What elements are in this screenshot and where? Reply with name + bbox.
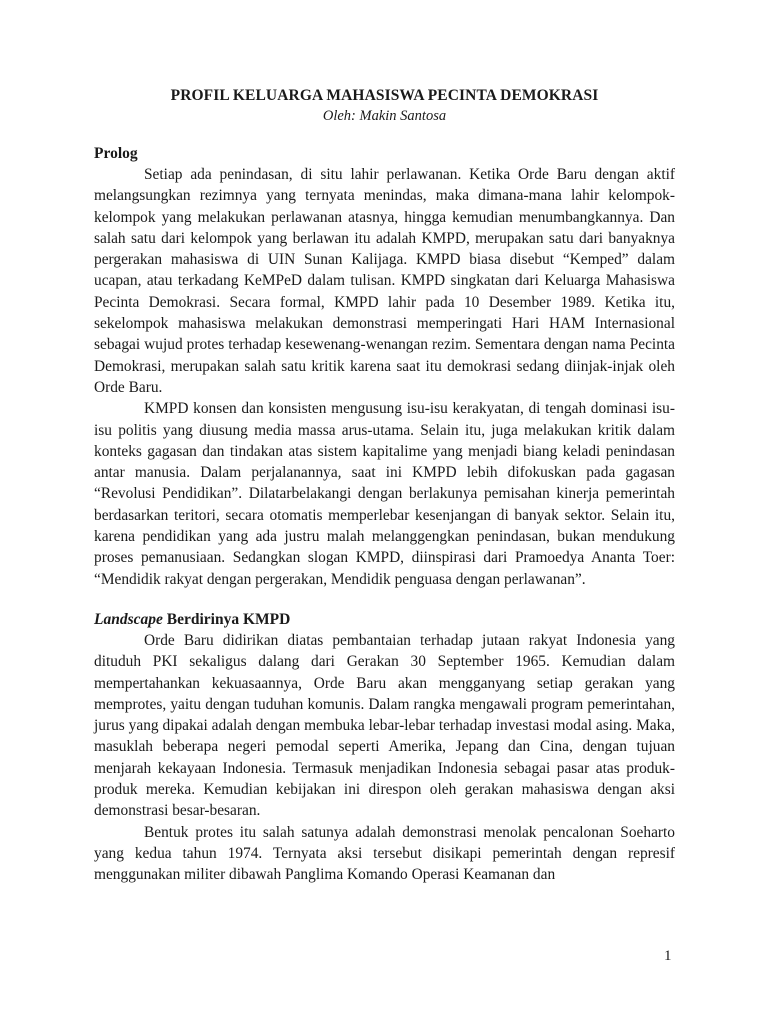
page-number: 1: [664, 948, 672, 964]
section-landscape: [94, 610, 675, 886]
paragraph: KMPD konsen dan konsisten mengusung isu-isu kerakyatan, di tengah dominasi isu-isu politis yang diusung media massa arus-utama. Selain itu, juga melakukan kritik dalam konteks gagasan dan tindakan atas sistem kapitalime yang menjadi biang keladi penindasan antar manusia. Dalam perjalanannya, saat ini KMPD lebih difokuskan pada gagasan “Revolusi Pendidikan”. Dilatarbelakangi dengan berlakunya pemisahan kinerja pemerintah berdasarkan teritori, secara otomatis memperlebar kesenjangan di banyak sektor. Selain itu, karena pendidikan yang ada justru malah melanggengkan penindasan, bukan mendukung proses pemanusiaan. Sedangkan slogan KMPD, diinspirasi dari Pramoedya Ananta Toer: “Mendidik rakyat dengan pergerakan, Mendidik penguasa dengan perlawanan”.: [94, 400, 675, 588]
section-heading-italic: Landscape: [94, 610, 163, 628]
document-author: Oleh: Makin Santosa: [322, 108, 447, 124]
paragraph: Setiap ada penindasan, di situ lahir perlawanan. Ketika Orde Baru dengan aktif melangsungkan rezimnya yang ternyata menindas, maka dimana-mana lahir kelompok-kelompok yang melakukan perlawanan atasnya, hingga kemudian menumbangkannya. Dan salah satu dari kelompok yang berlawan itu adalah KMPD, merupakan satu dari banyaknya pergerakan mahasiswa di UIN Sunan Kalijaga. KMPD biasa disebut “Kemped” dalam ucapan, atau terkadang KeMPeD dalam tulisan. KMPD singkatan dari Keluarga Mahasiswa Pecinta Demokrasi. Secara formal, KMPD lahir pada 10 Desember 1989. Ketika itu, sekelompok mahasiswa melakukan demonstrasi memperingati Hari HAM Internasional sebagai wujud protes terhadap kesewenang-wenangan rezim. Sementara dengan nama Pecinta Demokrasi, merupakan salah satu kritik karena saat itu demokrasi sedang diinjak-injak oleh Orde Baru.: [94, 166, 675, 396]
paragraph: Bentuk protes itu salah satunya adalah demonstrasi menolak pencalonan Soeharto yang kedua tahun 1974. Ternyata aksi tersebut disikapi pemerintah dengan represif menggunakan militer dibawah Panglima Komando Operasi Keamanan dan: [94, 823, 675, 884]
section-heading: Prolog: [94, 145, 138, 162]
document-title: PROFIL KELUARGA MAHASISWA PECINTA DEMOKRASI: [170, 87, 599, 104]
section-heading-rest: Berdirinya KMPD: [162, 610, 291, 628]
section-prolog: [94, 144, 675, 590]
paragraph: Orde Baru didirikan diatas pembantaian terhadap jutaan rakyat Indonesia yang dituduh PKI sekaligus dalang dari Gerakan 30 September 1965. Kemudian dalam mempertahankan kekuasaannya, Orde Baru akan mengganyang setiap gerakan yang memprotes, yaitu dengan tuduhan komunis. Dalam rangka mengawali program pemerintahan, jurus yang dipakai adalah dengan membuka lebar-lebar terhadap investasi modal asing. Maka, masuklah beberapa negeri pemodal seperti Amerika, Jepang dan Cina, dengan tujuan menjarah kekayaan Indonesia. Termasuk menjadikan Indonesia sebagai pasar atas produk-produk mereka. Kemudian kebijakan ini direspon oleh gerakan mahasiswa dengan aksi demonstrasi besar-besaran.: [94, 631, 675, 820]
document-page: [94, 86, 675, 886]
section-heading: [94, 610, 675, 630]
